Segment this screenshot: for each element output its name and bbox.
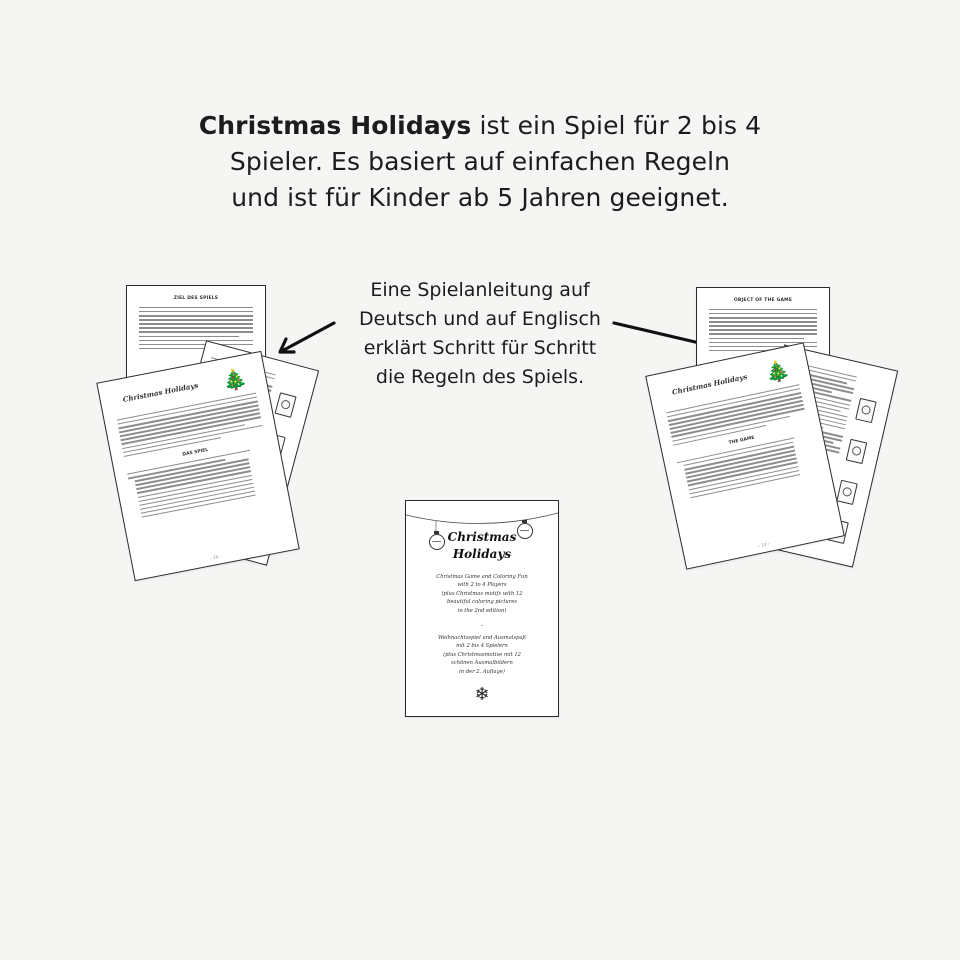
game-card-icon xyxy=(836,480,858,505)
headline-line-2: Spieler. Es basiert auf einfachen Regeln xyxy=(229,147,731,176)
english-page-number: – 13 – xyxy=(757,540,771,549)
arrow-left-icon xyxy=(272,318,338,358)
cover-de-line-1: Weihnachtsspiel und Ausmalspaß xyxy=(437,635,527,642)
christmas-tree-icon: 🎄 xyxy=(220,365,250,394)
game-card-icon xyxy=(846,439,868,464)
cover-title-line-2: Holidays xyxy=(452,547,512,561)
caption xyxy=(330,276,630,392)
english-back-title: OBJECT OF THE GAME xyxy=(733,298,793,303)
caption-line-3: erklärt Schritt für Schritt xyxy=(363,337,597,359)
cover-en-line-4: beautiful coloring pictures xyxy=(447,599,517,606)
cover-de-line-4: schönen Ausmalbildern xyxy=(451,660,513,667)
ornament-string-icon xyxy=(406,501,558,531)
cover-de-line-3: (plus Christmasmotive mit 12 xyxy=(443,651,521,658)
cover-divider: – xyxy=(480,622,484,630)
english-section-heading: THE GAME xyxy=(728,435,756,447)
christmas-tree-icon: 🎄 xyxy=(762,357,793,386)
cover-en-line-5: in the 2nd edition) xyxy=(457,607,507,614)
ornament-icon xyxy=(429,534,445,550)
german-page-number: – 12 – xyxy=(209,553,222,561)
caption-line-2: Deutsch und auf Englisch xyxy=(359,308,601,330)
cover-de-line-5: in der 2. Auflage) xyxy=(459,668,505,675)
german-front-title: Christmas Holidays xyxy=(122,380,199,405)
caption-line-1: Eine Spielanleitung auf xyxy=(370,279,590,301)
caption-line-4: die Regeln des Spiels. xyxy=(375,366,585,388)
english-front-title: Christmas Holidays xyxy=(671,371,748,397)
cover-title-line-1: Christmas xyxy=(447,530,517,544)
cover-en-line-2: with 2 to 4 Players xyxy=(457,582,507,589)
german-section-heading: DAS SPIEL xyxy=(182,447,209,458)
headline xyxy=(150,108,810,216)
german-back-title: ZIEL DES SPIELS xyxy=(173,296,219,301)
headline-line-3: und ist für Kinder ab 5 Jahren geeignet. xyxy=(231,183,729,212)
headline-line-1-rest: ist ein Spiel für 2 bis 4 xyxy=(471,111,762,140)
snowflake-icon: ❄ xyxy=(474,684,490,706)
headline-bold-title: Christmas Holidays xyxy=(198,111,472,140)
ornament-icon xyxy=(517,523,533,539)
cover-en-line-1: Christmas Game and Coloring Fun xyxy=(436,574,528,580)
cover-page xyxy=(405,500,559,717)
headline-line-1 xyxy=(150,108,810,144)
cover-de-line-2: mit 2 bis 4 Spielern xyxy=(456,643,508,650)
cover-en-line-3: (plus Christmas motifs with 12 xyxy=(441,590,523,597)
